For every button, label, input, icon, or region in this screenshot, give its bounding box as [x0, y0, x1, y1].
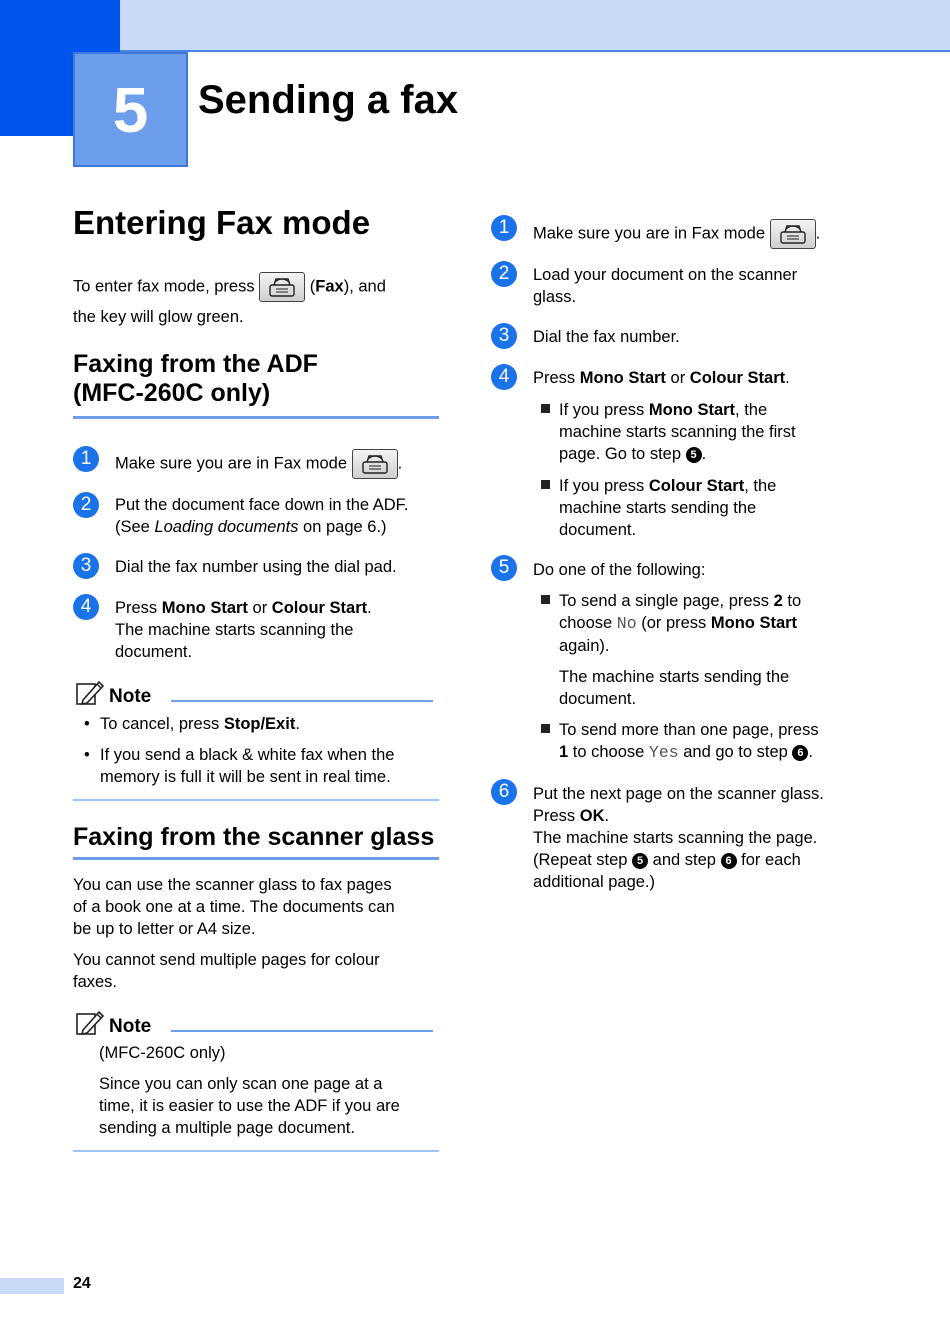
adf-step-2	[73, 492, 443, 538]
step-number: 1	[491, 215, 517, 241]
option-text-line3: again).	[559, 637, 610, 655]
adf-title-rule	[73, 416, 439, 419]
lcd-value-yes: Yes	[648, 743, 679, 762]
option-text-post: to	[782, 592, 802, 610]
bullet-dot: •	[84, 715, 90, 733]
note-end-rule-2	[73, 1150, 439, 1152]
option-text-p2-line1: The machine starts sending the	[559, 668, 790, 686]
step-text-line3: The machine starts scanning the page.	[533, 829, 818, 847]
option-text-post: , the	[735, 401, 768, 419]
option-text: To send a single page, press	[559, 592, 774, 610]
key-mono-start: Mono Start	[161, 599, 248, 617]
glass-step-5	[491, 555, 871, 581]
glass-p1-line3: be up to letter or A4 size.	[73, 920, 256, 938]
intro-text-after: ), and	[343, 277, 386, 296]
step-ref-badge: 6	[792, 745, 808, 761]
adf-step-3	[73, 553, 443, 579]
glass-heading	[73, 823, 439, 860]
step-text-line4: (Repeat step	[533, 851, 633, 869]
step-text: Do one of the following:	[533, 561, 706, 579]
option-text-post: , the	[744, 477, 777, 495]
footer-band	[0, 1278, 64, 1294]
option-text-line3: page. Go to step	[559, 445, 686, 463]
square-bullet	[541, 724, 550, 733]
option-text-post: and go to step	[678, 743, 793, 761]
step-text-line3: document.	[115, 643, 193, 661]
step-text-post: .	[604, 807, 610, 825]
step-text-pre: Press	[533, 807, 580, 825]
adf-title-line1: Faxing from the ADF	[73, 350, 318, 378]
adf-heading	[73, 350, 439, 419]
step-number: 2	[73, 492, 99, 518]
glass-step-2	[491, 261, 871, 308]
glass-p1-line1: You can use the scanner glass to fax pages	[73, 876, 392, 894]
glass-step-1: 1 Make sure you are in Fax mode .	[491, 215, 871, 249]
intro-paragraph: To enter fax mode, press (Fax), and the key will glow green.	[73, 272, 443, 328]
glass-note-p2-line2: time, it is easier to use the ADF if you are	[99, 1097, 400, 1115]
step-number: 6	[491, 779, 517, 805]
glass-step-3	[491, 323, 871, 349]
fax-key-icon	[352, 449, 398, 479]
key-colour-start: Colour Start	[271, 599, 368, 617]
option-text: If you press	[559, 401, 649, 419]
step-text-pre: (See	[115, 518, 155, 536]
step-number: 4	[491, 364, 517, 390]
square-bullet	[541, 595, 550, 604]
note-label: Note	[109, 1016, 152, 1037]
step-text-line2: The machine starts scanning the	[115, 621, 354, 639]
header-band	[0, 0, 950, 52]
step-number: 3	[73, 553, 99, 579]
step-text: Make sure you are in Fax mode	[115, 454, 348, 473]
chapter-number: 5	[73, 52, 188, 167]
glass-p1-line2: of a book one at a time. The documents can	[73, 898, 395, 916]
note-header-2	[75, 1008, 433, 1038]
glass-step-4	[491, 364, 871, 390]
glass-p2-line2: faxes.	[73, 973, 118, 991]
step-number: 2	[491, 261, 517, 287]
note-item-1	[84, 713, 444, 735]
step-ref-badge: 5	[686, 447, 702, 463]
step-text-mid: or	[247, 599, 272, 617]
step-text-line5: additional page.)	[533, 873, 656, 891]
step-number: 3	[491, 323, 517, 349]
glass-note-p1: (MFC-260C only)	[99, 1044, 226, 1062]
step4-option-mono	[541, 399, 871, 465]
note-text: If you send a black & white fax when the	[100, 746, 395, 764]
key-ok: OK	[579, 807, 605, 825]
note-text: To cancel, press	[100, 715, 224, 733]
step-text-post: for each	[736, 851, 801, 869]
note-text-post: .	[295, 715, 300, 733]
key-2: 2	[773, 592, 783, 610]
bullet-dot: •	[84, 746, 90, 764]
key-colour-start: Colour Start	[648, 477, 745, 495]
step-ref-badge: 6	[721, 853, 737, 869]
step-text-post: .	[785, 369, 790, 387]
step-text-post: .	[367, 599, 372, 617]
chapter-title: Sending a fax	[198, 78, 459, 122]
glass-note-body	[99, 1042, 444, 1139]
step4-option-colour	[541, 475, 871, 541]
section-title-entering-fax-mode: Entering Fax mode	[73, 204, 371, 241]
glass-p2-line1: You cannot send multiple pages for colour	[73, 951, 380, 969]
option-text-end: .	[701, 445, 707, 463]
note-label: Note	[109, 686, 152, 707]
key-mono-start: Mono Start	[710, 614, 798, 632]
step-text-line2: glass.	[533, 288, 577, 306]
option-text: To send more than one page, press	[559, 721, 819, 739]
step5-option-multiple	[541, 719, 871, 764]
glass-step-6	[491, 779, 871, 893]
key-1: 1	[559, 743, 569, 761]
adf-step-1: 1 Make sure you are in Fax mode .	[73, 446, 443, 479]
note-pencil-icon	[75, 1008, 105, 1038]
option-text: If you press	[559, 477, 649, 495]
note-pencil-icon	[75, 678, 105, 708]
step-number: 1	[73, 446, 99, 472]
step-text: Put the document face down in the ADF.	[115, 496, 409, 514]
adf-step-4	[73, 594, 443, 663]
glass-note-p2-line1: Since you can only scan one page at a	[99, 1075, 383, 1093]
option-text-line2: machine starts sending the	[559, 499, 757, 517]
note-end-rule	[73, 799, 439, 801]
option-text-end: .	[808, 743, 813, 761]
glass-note-p2-line3: sending a multiple page document.	[99, 1119, 355, 1137]
step-ref-badge: 5	[632, 853, 648, 869]
step-number: 4	[73, 594, 99, 620]
step-text: Dial the fax number.	[533, 328, 680, 346]
step-text: Dial the fax number using the dial pad.	[115, 558, 397, 576]
step-text: Make sure you are in Fax mode	[533, 224, 766, 243]
step-text-pre: Press	[115, 599, 162, 617]
step5-option-single	[541, 590, 871, 710]
note-item-2	[84, 744, 444, 788]
step-text-pre: Press	[533, 369, 580, 387]
step-text: Load your document on the scanner	[533, 266, 798, 284]
step-text-mid: or	[665, 369, 690, 387]
key-colour-start: Colour Start	[689, 369, 786, 387]
intro-line2: the key will glow green.	[73, 308, 244, 326]
option-text-line2: machine starts scanning the first	[559, 423, 796, 441]
step-text-mid: and step	[648, 851, 721, 869]
option-text-line2: choose	[559, 614, 617, 632]
note-header	[75, 678, 433, 708]
step-text: Put the next page on the scanner glass.	[533, 785, 824, 803]
adf-title-line2: (MFC-260C only)	[73, 379, 271, 407]
page-number: 24	[73, 1275, 91, 1292]
intro-text: To enter fax mode, press	[73, 277, 255, 296]
cross-reference: Loading documents	[154, 518, 299, 536]
lcd-value-no: No	[616, 614, 637, 633]
key-mono-start: Mono Start	[648, 401, 736, 419]
square-bullet	[541, 404, 550, 413]
option-text-mid: to choose	[568, 743, 649, 761]
glass-paragraphs	[73, 874, 443, 993]
fax-key-label: Fax	[315, 277, 344, 296]
option-text-mid: (or press	[636, 614, 711, 632]
glass-title: Faxing from the scanner glass	[73, 823, 435, 851]
key-stop-exit: Stop/Exit	[223, 715, 296, 733]
fax-key-icon	[259, 272, 305, 302]
option-text-p2-line2: document.	[559, 690, 637, 708]
header-rule	[120, 50, 950, 52]
option-text-line3: document.	[559, 521, 637, 539]
step-number: 5	[491, 555, 517, 581]
key-mono-start: Mono Start	[579, 369, 666, 387]
note-rule	[171, 700, 433, 702]
square-bullet	[541, 480, 550, 489]
note-rule	[171, 1030, 433, 1032]
note-text-line2: memory is full it will be sent in real time.	[100, 768, 391, 786]
step-text-post: on page 6.)	[298, 518, 387, 536]
fax-key-icon	[770, 219, 816, 249]
glass-title-rule	[73, 857, 439, 860]
